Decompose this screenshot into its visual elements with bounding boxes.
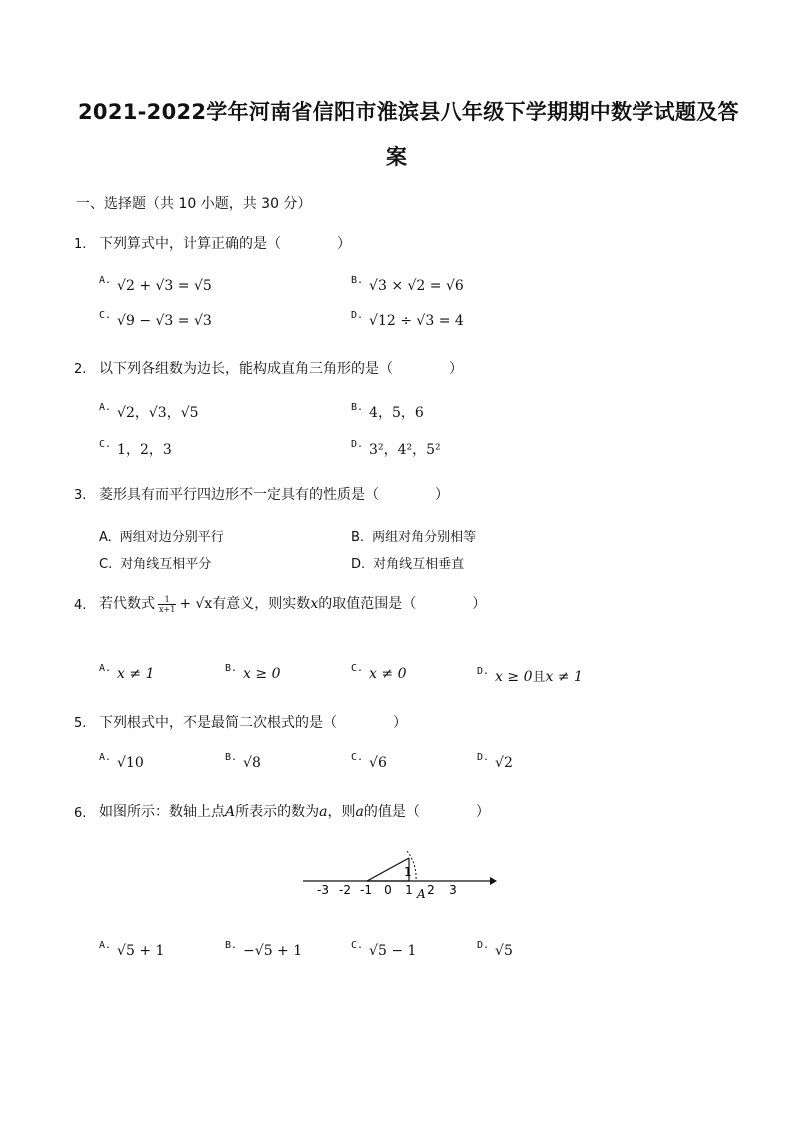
q5-option-c[interactable]: $^{C.}$ √6 [351, 752, 387, 771]
q5-option-d[interactable]: $^{D.}$ √2 [477, 752, 513, 771]
q3-number: 3. [74, 488, 87, 503]
q4-text: 若代数式 $\frac{1}{x+1}$ + √x有意义，则实数x的取值范围是（ ） [99, 594, 487, 614]
q6-option-b[interactable]: $^{B.}$ −√5 + 1 [225, 940, 303, 959]
q3-option-a[interactable]: A. 两组对边分别平行 [99, 530, 224, 545]
q2-number: 2. [74, 362, 87, 377]
q4-option-b[interactable]: $^{B.}$ x ≥ 0 [225, 663, 281, 682]
q3-option-d[interactable]: D. 对角线互相垂直 [351, 557, 465, 572]
tick-label-3: 3 [449, 883, 457, 897]
number-line-figure [300, 848, 500, 900]
q3-text: 菱形具有而平行四边形不一定具有的性质是（ ） [99, 487, 449, 503]
page-title: 2021-2022学年河南省信阳市淮滨县八年级下学期期中数学试题及答 [78, 100, 739, 124]
q4-option-c[interactable]: $^{C.}$ x ≠ 0 [351, 663, 407, 682]
q6-option-d[interactable]: $^{D.}$ √5 [477, 940, 513, 959]
q6-number: 6. [74, 806, 87, 821]
tick-label-1: 1 [405, 883, 413, 897]
tick-label-2: 2 [427, 883, 435, 897]
q1-option-a[interactable]: $^{A.}$ √2 + √3 = √5 [99, 275, 212, 294]
tick-label-neg3: -3 [317, 883, 329, 897]
triangle-hypotenuse [367, 858, 409, 881]
q1-text: 下列算式中，计算正确的是（ ） [99, 236, 351, 252]
point-a-label: A [417, 887, 426, 900]
q1-option-c[interactable]: $^{C.}$ √9 − √3 = √3 [99, 310, 212, 329]
axis-arrow [490, 877, 497, 885]
q5-option-b[interactable]: $^{B.}$ √8 [225, 752, 261, 771]
q6-text: 如图所示：数轴上点A所表示的数为a，则a的值是（ ） [99, 804, 490, 820]
tick-label-neg2: -2 [339, 883, 351, 897]
q1-option-b[interactable]: $^{B.}$ √3 × √2 = √6 [351, 275, 464, 294]
tick-label-neg1: -1 [360, 883, 372, 897]
q1-number: 1. [74, 237, 87, 252]
q3-option-b[interactable]: B. 两组对角分别相等 [351, 530, 477, 545]
q4-option-d[interactable]: $^{D.}$ x ≥ 0且x ≠ 1 [477, 666, 583, 685]
q2-option-a[interactable]: $^{A.}$ √2，√3，√5 [99, 402, 199, 421]
q5-number: 5. [74, 716, 87, 731]
q3-option-c[interactable]: C. 对角线互相平分 [99, 557, 212, 572]
q5-option-a[interactable]: $^{A.}$ √10 [99, 752, 144, 771]
tick-label-0: 0 [384, 883, 392, 897]
q4-number: 4. [74, 598, 87, 613]
q2-option-d[interactable]: $^{D.}$ 3²，4²，5² [351, 439, 441, 458]
height-label: 1 [404, 865, 412, 879]
q5-text: 下列根式中，不是最简二次根式的是（ ） [99, 715, 407, 731]
q2-option-b[interactable]: $^{B.}$ 4，5，6 [351, 402, 424, 421]
page-title-cont: 案 [386, 145, 408, 169]
section-heading: 一、选择题（共 10 小题，共 30 分） [76, 196, 312, 212]
q6-option-a[interactable]: $^{A.}$ √5 + 1 [99, 940, 165, 959]
q1-option-d[interactable]: $^{D.}$ √12 ÷ √3 = 4 [351, 310, 464, 329]
q4-option-a[interactable]: $^{A.}$ x ≠ 1 [99, 663, 155, 682]
q6-option-c[interactable]: $^{C.}$ √5 − 1 [351, 940, 417, 959]
q4-fraction: $\frac{1}{x+1}$ [159, 594, 176, 614]
q2-text: 以下列各组数为边长，能构成直角三角形的是（ ） [99, 361, 463, 377]
q2-option-c[interactable]: $^{C.}$ 1，2，3 [99, 439, 172, 458]
